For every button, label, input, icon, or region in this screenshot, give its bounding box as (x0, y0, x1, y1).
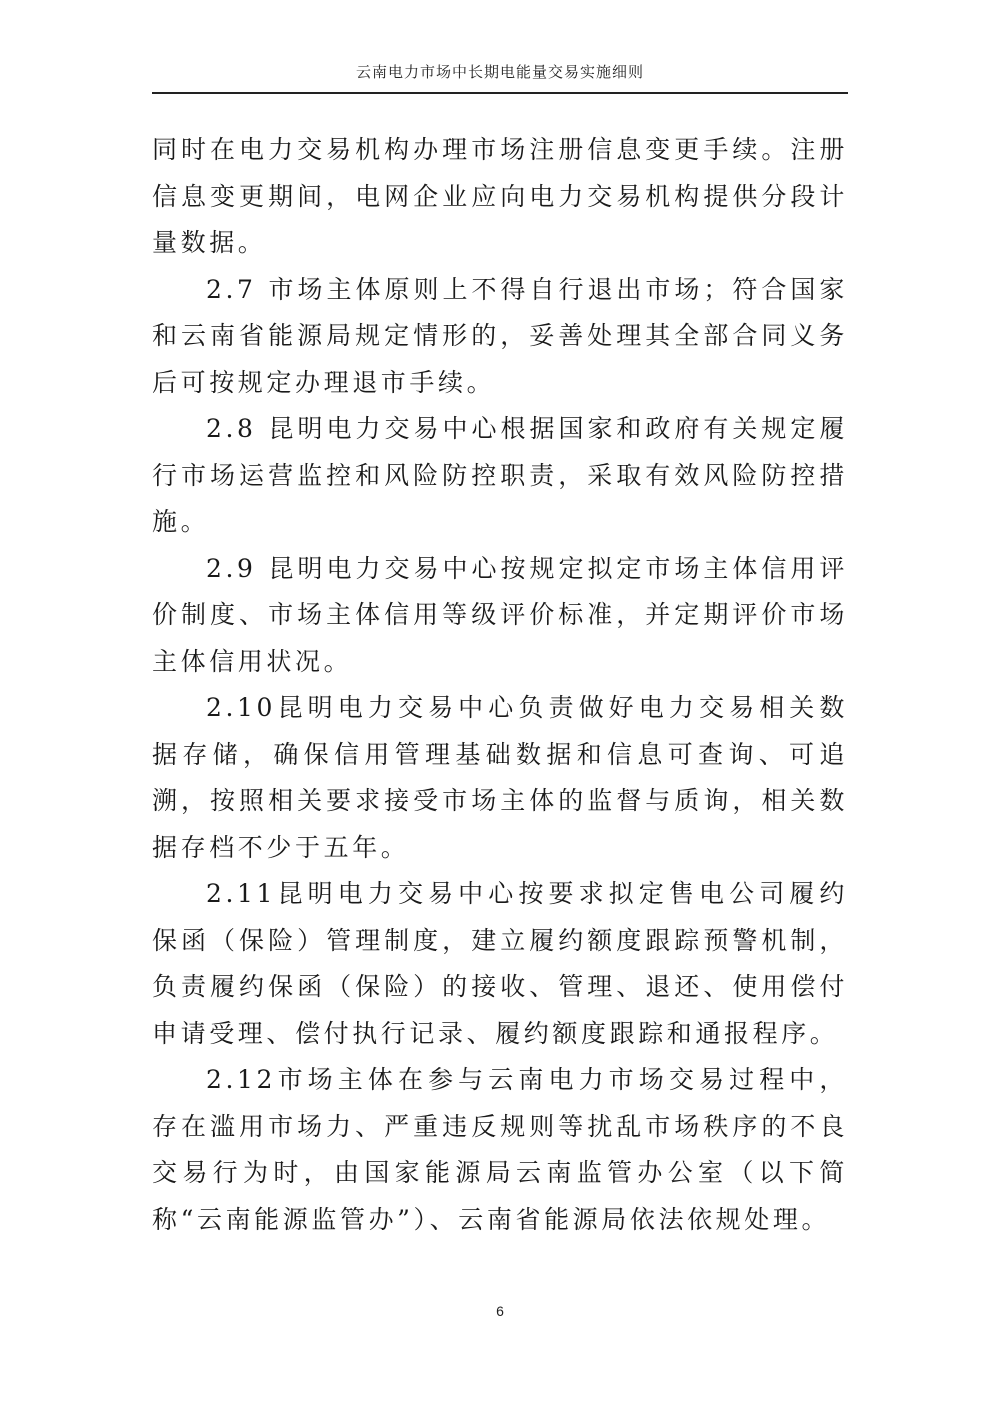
running-header-title: 云南电力市场中长期电能量交易实施细则 (355, 63, 644, 81)
paragraph-continuation: 同时在电力交易机构办理市场注册信息变更手续。注册信息变更期间，电网企业应向电力交易机构提供分段计量数据。 (152, 135, 848, 257)
paragraph-2-7: 2.7 市场主体原则上不得自行退出市场；符合国家和云南省能源局规定情形的，妥善处理其全部合同义务后可按规定办理退市手续。 (152, 274, 848, 397)
page-number: 6 (496, 1303, 504, 1319)
paragraph-2-11: 2.11昆明电力交易中心按要求拟定售电公司履约保函（保险）管理制度，建立履约额度跟踪预警机制，负责履约保函（保险）的接收、管理、退还、使用偿付申请受理、偿付执行记录、履约额度跟踪和通报程序。 (152, 879, 848, 1048)
header-divider (152, 92, 848, 94)
paragraph-2-10: 2.10昆明电力交易中心负责做好电力交易相关数据存储，确保信用管理基础数据和信息可查询、可追溯，按照相关要求接受市场主体的监督与质询，相关数据存档不少于五年。 (152, 693, 848, 862)
paragraph-2-8: 2.8 昆明电力交易中心根据国家和政府有关规定履行市场运营监控和风险防控职责，采取有效风险防控措施。 (152, 414, 848, 536)
document-body (152, 127, 848, 1243)
paragraph-2-9: 2.9 昆明电力交易中心按规定拟定市场主体信用评价制度、市场主体信用等级评价标准，并定期评价市场主体信用状况。 (152, 553, 848, 676)
paragraph-2-12: 2.12市场主体在参与云南电力市场交易过程中，存在滥用市场力、严重违反规则等扰乱市场秩序的不良交易行为时，由国家能源局云南监管办公室（以下简称“云南能源监管办”）、云南省能源局依法依规处理。 (152, 1065, 848, 1234)
